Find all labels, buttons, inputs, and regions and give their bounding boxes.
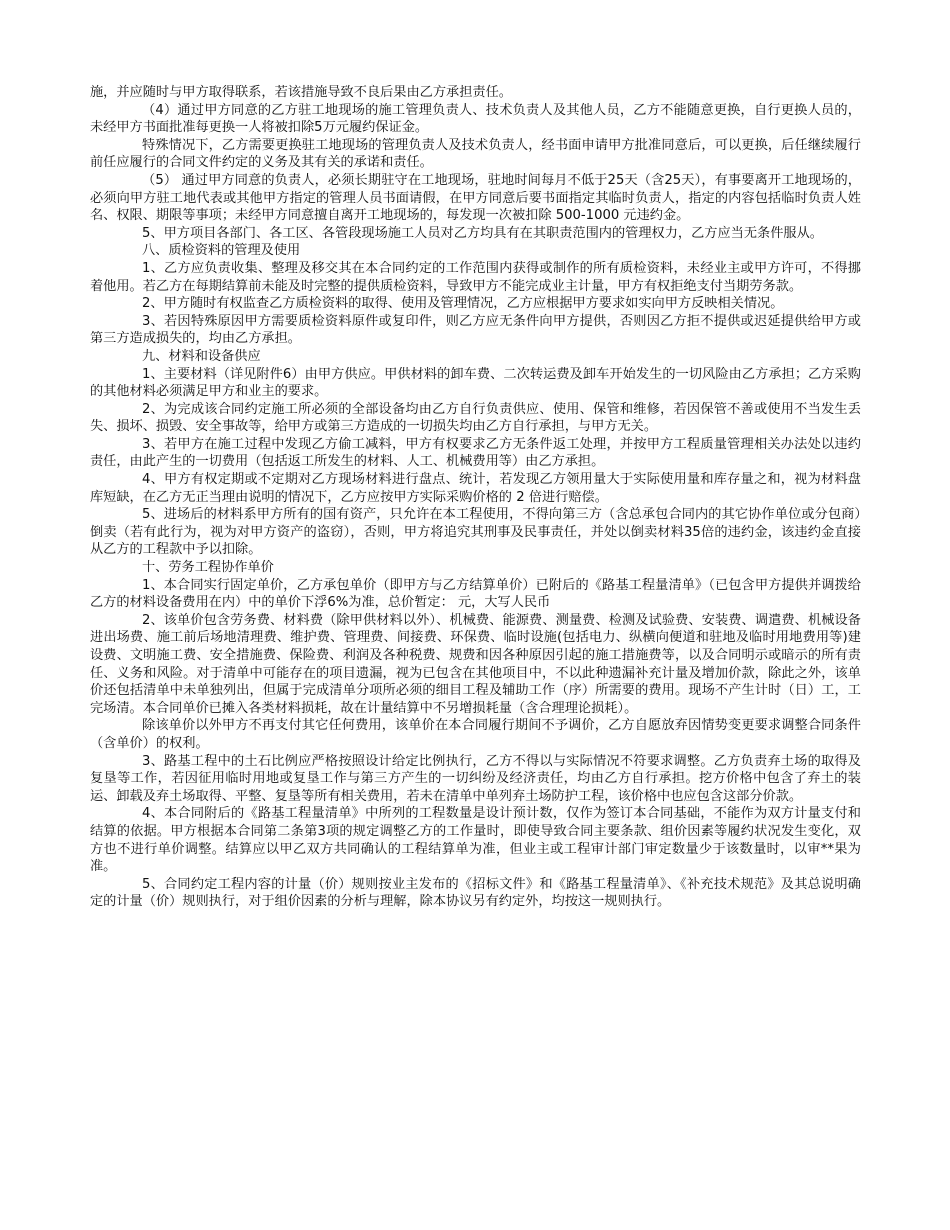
document-body bbox=[90, 84, 861, 911]
paragraph: 2、为完成该合同约定施工所必须的全部设备均由乙方自行负责供应、使用、保管和维修，若因保管不善或使用不当发生丢失、损坏、损毁、安全事故等，给甲方或第三方造成的一切损失均由乙方自行承担，与甲方无关。 bbox=[90, 401, 861, 435]
paragraph: 1、主要材料（详见附件6）由甲方供应。甲供材料的卸车费、二次转运费及卸车开始发生的一切风险由乙方承担；乙方采购的其他材料必须满足甲方和业主的要求。 bbox=[90, 366, 861, 400]
paragraph: 4、甲方有权定期或不定期对乙方现场材料进行盘点、统计，若发现乙方领用量大于实际使用量和库存量之和，视为材料盘库短缺，在乙方无正当理由说明的情况下，乙方应按甲方实际采购价格的 2 倍进行赔偿。 bbox=[90, 472, 861, 505]
paragraph: 4、本合同附后的《路基工程量清单》中所列的工程数量是设计预计数，仅作为签订本合同基础，不能作为双方计量支付和结算的依据。甲方根据本合同第二条第3项的规定调整乙方的工作量时，即使导致合同主要条款、组价因素等履约状况发生变化，双方也不进行单价调整。结算应以甲乙双方共同确认的工程结算单为准，但业主或工程审计部门审定数量少于该数量时，以审**果为准。 bbox=[90, 806, 861, 875]
paragraph: 3、若甲方在施工过程中发现乙方偷工减料，甲方有权要求乙方无条件返工处理，并按甲方工程质量管理相关办法处以违约责任，由此产生的一切费用（包括返工所发生的材料、人工、机械费用等）由乙方承担。 bbox=[90, 436, 861, 470]
paragraph: （4）通过甲方同意的乙方驻工地现场的施工管理负责人、技术负责人及其他人员，乙方不能随意更换，自行更换人员的，未经甲方书面批准每更换一人将被扣除5万元履约保证金。 bbox=[90, 102, 861, 136]
paragraph: 5、合同约定工程内容的计量（价）规则按业主发布的《招标文件》和《路基工程量清单》、《补充技术规范》及其总说明确定的计量（价）规则执行，对于组价因素的分析与理解，除本协议另有约定外，均按这一规则执行。 bbox=[90, 876, 861, 910]
paragraph: 1、乙方应负责收集、整理及移交其在本合同约定的工作范围内获得或制作的所有质检资料，未经业主或甲方许可，不得挪着他用。若乙方在每期结算前未能及时完整的提供质检资料，导致甲方不能完成业主计量，甲方有权拒绝支付当期劳务款。 bbox=[90, 260, 861, 294]
paragraph: 特殊情况下，乙方需要更换驻工地现场的管理负责人及技术负责人，经书面申请甲方批准同意后，可以更换，后任继续履行前任应履行的合同文件约定的义务及其有关的承诺和责任。 bbox=[90, 137, 861, 171]
paragraph: 5、甲方项目各部门、各工区、各管段现场施工人员对乙方均具有在其职责范围内的管理权力，乙方应当无条件服从。 bbox=[142, 225, 823, 241]
paragraph: 3、路基工程中的土石比例应严格按照设计给定比例执行，乙方不得以与实际情况不符要求调整。乙方负责弃土场的取得及复垦等工作，若因征用临时用地或复垦工作与第三方产生的一切纠纷及经济责任，均由乙方自行承担。挖方价格中包含了弃土的装运、卸载及弃土场取得、平整、复垦等所有相关费用，若未在清单中单列弃土场防护工程，该价格中也应包含这部分价款。 bbox=[90, 753, 861, 804]
section-heading-10: 十、劳务工程协作单价 bbox=[142, 560, 274, 576]
section-heading-8: 八、质检资料的管理及使用 bbox=[142, 243, 301, 259]
paragraph: 1、本合同实行固定单价，乙方承包单价（即甲方与乙方结算单价）已附后的《路基工程量清单》（已包含甲方提供并调拨给乙方的材料设备费用在内）中的单价下浮6%为准，总价暂定： 元，大写人民币 bbox=[90, 577, 861, 611]
paragraph: 3、若因特殊原因甲方需要质检资料原件或复印件，则乙方应无条件向甲方提供，否则因乙方拒不提供或迟延提供给甲方或第三方造成损失的，均由乙方承担。 bbox=[90, 313, 861, 347]
paragraph: （5） 通过甲方同意的负责人，必须长期驻守在工地现场，驻地时间每月不低于25天（含25天），有事要离开工地现场的，必须向甲方驻工地代表或其他甲方指定的管理人员书面请假，在甲方同意后要书面指定其临时负责人，指定的内容包括临时负责人姓名、权限、期限等事项；未经甲方同意擅自离开工地现场的，每发现一次被扣除 500-1000 元违约金。 bbox=[90, 172, 861, 224]
paragraph: 5、进场后的材料系甲方所有的国有资产，只允许在本工程使用，不得向第三方（含总承包合同内的其它协作单位或分包商）倒卖（若有此行为，视为对甲方资产的盗窃），否则，甲方将追究其刑事及民事责任，并处以倒卖材料35倍的违约金，该违约金直接从乙方的工程款中予以扣除。 bbox=[90, 507, 861, 558]
paragraph: 施，并应随时与甲方取得联系，若该措施导致不良后果由乙方承担责任。 bbox=[90, 85, 512, 100]
section-heading-9: 九、材料和设备供应 bbox=[142, 348, 261, 364]
paragraph: 除该单价以外甲方不再支付其它任何费用，该单价在本合同履行期间不予调价，乙方自愿放弃因情势变更要求调整合同条件（含单价）的权利。 bbox=[90, 718, 861, 751]
paragraph: 2、甲方随时有权监查乙方质检资料的取得、使用及管理情况，乙方应根据甲方要求如实向甲方反映相关情况。 bbox=[142, 296, 784, 312]
paragraph: 2、该单价包含劳务费、材料费（除甲供材料以外）、机械费、能源费、测量费、检测及试验费、安装费、调遣费、机械设备进出场费、施工前后场地清理费、维护费、管理费、间接费、环保费、临时设施(包括电力、纵横向便道和驻地及临时用地费用等)建设费、文明施工费、安全措施费、保险费、利润及各种税费、规费和因各种原因引起的施工措施费等，以及合同明示或暗示的所有责任、义务和风险。对于清单中可能存在的项目遗漏，视为已包含在其他项目中，不以此种遗漏补充计量及增加价款，除此之外，该单价还包括清单中未单独列出，但属于完成清单分项所必须的细目工程及辅助工作（序）所需要的费用。现场不产生计时（日）工，工完场清。本合同单价已摊入各类材料损耗，故在计量结算中不另增损耗量（含合理理论损耗）。 bbox=[90, 612, 861, 716]
